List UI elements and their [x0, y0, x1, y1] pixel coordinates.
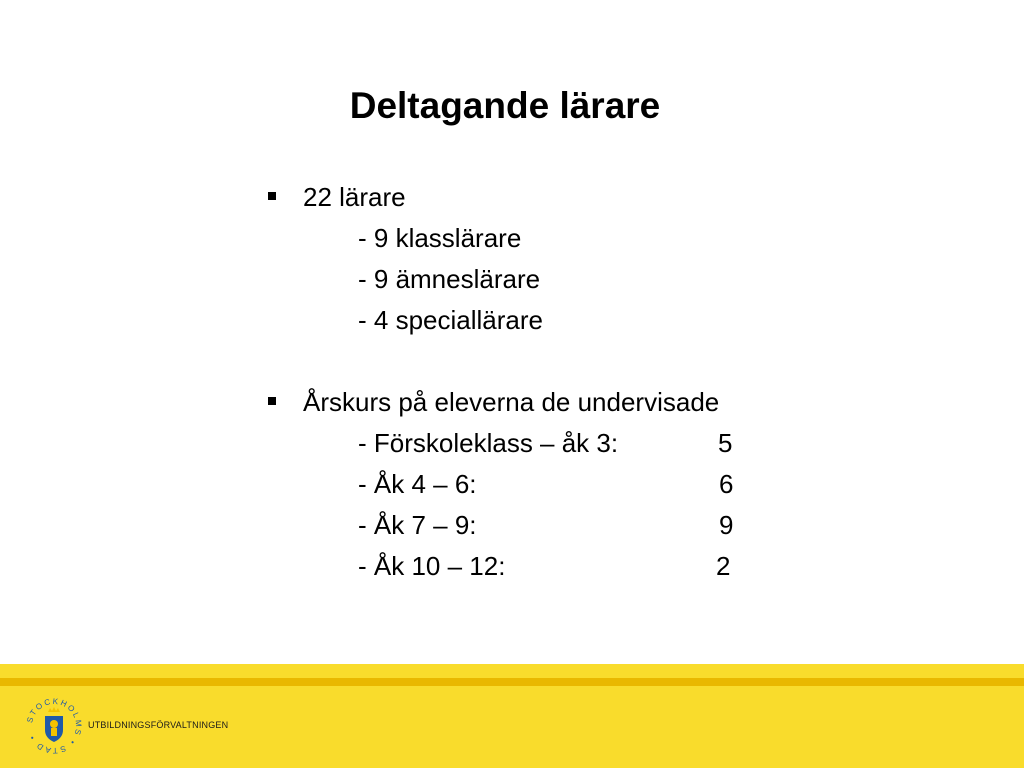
grade-label: - Åk 4 – 6: — [358, 469, 477, 499]
square-bullet-icon — [268, 192, 276, 200]
grade-count: 6 — [719, 469, 734, 499]
grade-row — [268, 464, 868, 505]
grade-label: - Åk 7 – 9: — [358, 510, 477, 540]
grade-row — [268, 423, 868, 464]
square-bullet-icon — [268, 397, 276, 405]
sub-item-text: - 9 ämneslärare — [358, 264, 541, 294]
grade-label: - Åk 10 – 12: — [358, 551, 506, 581]
slide-title: Deltagande lärare — [349, 85, 661, 126]
grade-count: 2 — [716, 551, 731, 581]
grade-row — [268, 546, 868, 587]
footer-stripe — [0, 678, 1024, 686]
grade-row — [268, 505, 868, 546]
grades-bullet-block — [268, 382, 868, 587]
sub-item — [268, 218, 868, 259]
teachers-bullet-block — [268, 177, 868, 341]
sub-item-text: - 4 speciallärare — [358, 305, 543, 335]
svg-text:STOCKHOLMS • STAD •: STOCKHOLMS • STAD • — [25, 696, 84, 756]
bullet-item — [268, 382, 868, 423]
footer-org-name: UTBILDNINGSFÖRVALTNINGEN — [88, 720, 229, 730]
grade-label: - Förskoleklass – åk 3: — [358, 428, 619, 458]
grade-count: 5 — [718, 428, 733, 458]
sub-item-text: - 9 klasslärare — [358, 223, 522, 253]
bullet-item — [268, 177, 868, 218]
grade-count: 9 — [719, 510, 734, 540]
stockholms-stad-logo-icon — [22, 694, 86, 758]
sub-item — [268, 259, 868, 300]
bullet-text: 22 lärare — [303, 182, 406, 212]
sub-item — [268, 300, 868, 341]
bullet-text: Årskurs på eleverna de undervisade — [303, 387, 720, 417]
